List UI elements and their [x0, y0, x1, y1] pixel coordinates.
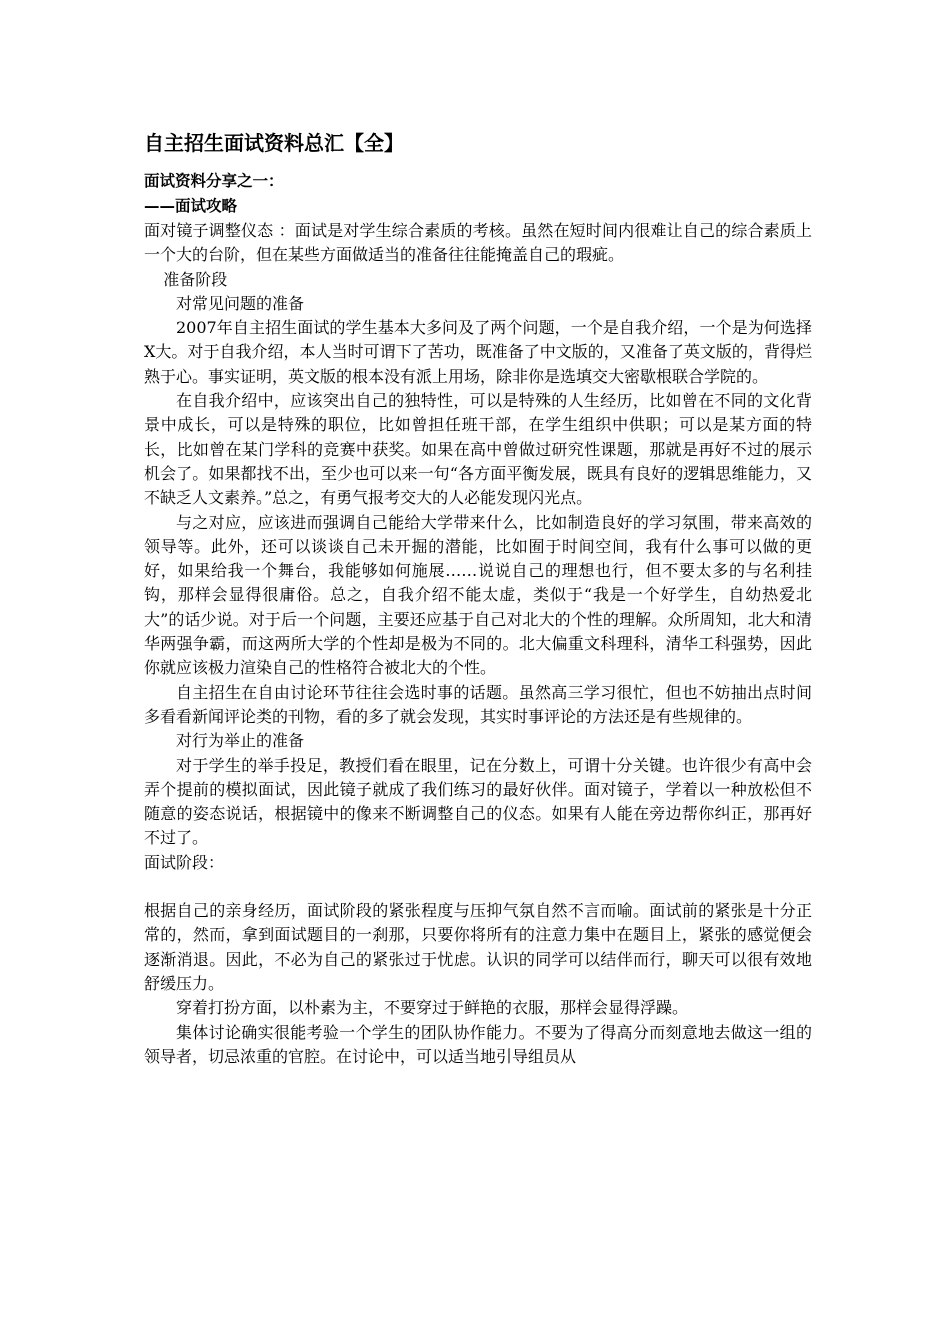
paragraph-nervousness: 根据自己的亲身经历，面试阶段的紧张程度与压抑气氛自然不言而喻。面试前的紧张是十分正常的，然而，拿到面试题目的一刹那，只要你将所有的注意力集中在题目上，紧张的感觉便会逐渐消退。因此，不必为自己的紧张过于忧虑。认识的同学可以结伴而行，聊天可以很有效地舒缓压力。 [144, 901, 812, 993]
section-heading-behavior: 对行为举止的准备 [176, 731, 305, 751]
paragraph-contribution: 与之对应，应该进而强调自己能给大学带来什么，比如制造良好的学习氛围，带来高效的领导等。此外，还可以谈谈自己未开掘的潜能，比如囿于时间空间，我有什么事可以做的更好，如果给我一个舞台，我能够如何施展……说说自己的理想也行，但不要太多的与名利挂钩，那样会显得很庸俗。总之，自我介绍不能太虚，类似于“我是一个好学生，自幼热爱北大”的话少说。对于后一个问题，主要还应基于自己对北大的个性的理解。众所周知，北大和清华两强争霸，而这两所大学的个性却是极为不同的。北大偏重文科理科，清华工科强势，因此你就应该极力渲染自己的性格符合被北大的个性。 [144, 512, 812, 678]
document-page [144, 128, 812, 1069]
paragraph-dress: 穿着打扮方面，以朴素为主，不要穿过于鲜艳的衣服，那样会显得浮躁。 [176, 998, 689, 1018]
paragraph-mirror-practice: 对于学生的举手投足，教授们看在眼里，记在分数上，可谓十分关键。也许很少有高中会弄个提前的模拟面试，因此镜子就成了我们练习的最好伙伴。面对镜子，学着以一种放松但不随意的姿态说话，根据镜中的像来不断调整自己的仪态。如果有人能在旁边帮你纠正，那再好不过了。 [144, 755, 812, 848]
paragraph-current-affairs: 自主招生在自由讨论环节往往会选时事的话题。虽然高三学习很忙，但也不妨抽出点时间多看看新闻评论类的刊物，看的多了就会发现，其实时事评论的方法还是有些规律的。 [144, 682, 812, 726]
section-heading-common-questions: 对常见问题的准备 [176, 293, 305, 313]
paragraph-self-introduction: 在自我介绍中，应该突出自己的独特性，可以是特殊的人生经历，比如曾在不同的文化背景中成长，可以是特殊的职位，比如曾担任班干部，在学生组织中供职；可以是某方面的特长，比如曾在某门学科的竞赛中获奖。如果在高中曾做过研究性课题，那就是再好不过的展示机会了。如果都找不出，至少也可以来一句“各方面平衡发展，既具有良好的逻辑思维能力，又不缺乏人文素养。”总之，有勇气报考交大的人必能发现闪光点。 [144, 391, 812, 508]
section-heading-preparation: 准备阶段 [163, 269, 228, 289]
paragraph-group-discussion: 集体讨论确实很能考验一个学生的团队协作能力。不要为了得高分而刻意地去做这一组的领导者，切忌浓重的官腔。在讨论中，可以适当地引导组员从 [144, 1022, 812, 1066]
subheading-share-one: 面试资料分享之一： [144, 172, 284, 190]
section-heading-interview-stage: 面试阶段： [144, 852, 225, 872]
paragraph-mirror-intro: 面对镜子调整仪态 ：面试是对学生综合素质的考核。虽然在短时间内很难让自己的综合素质上一个大的台阶，但在某些方面做适当的准备往往能掩盖自己的瑕疵。 [144, 221, 812, 265]
document-title: 自主招生面试资料总汇【全】 [144, 131, 404, 155]
paragraph-2007-interview: 2007年自主招生面试的学生基本大多问及了两个问题，一个是自我介绍，一个是为何选择X大。对于自我介绍，本人当时可谓下了苦功，既准备了中文版的，又准备了英文版的，背得烂熟于心。事实证明，英文版的根本没有派上用场，除非你是选填交大密歇根联合学院的。 [144, 318, 812, 386]
subheading-interview-strategy: ——面试攻略 [144, 197, 238, 215]
blank-line [144, 875, 812, 899]
